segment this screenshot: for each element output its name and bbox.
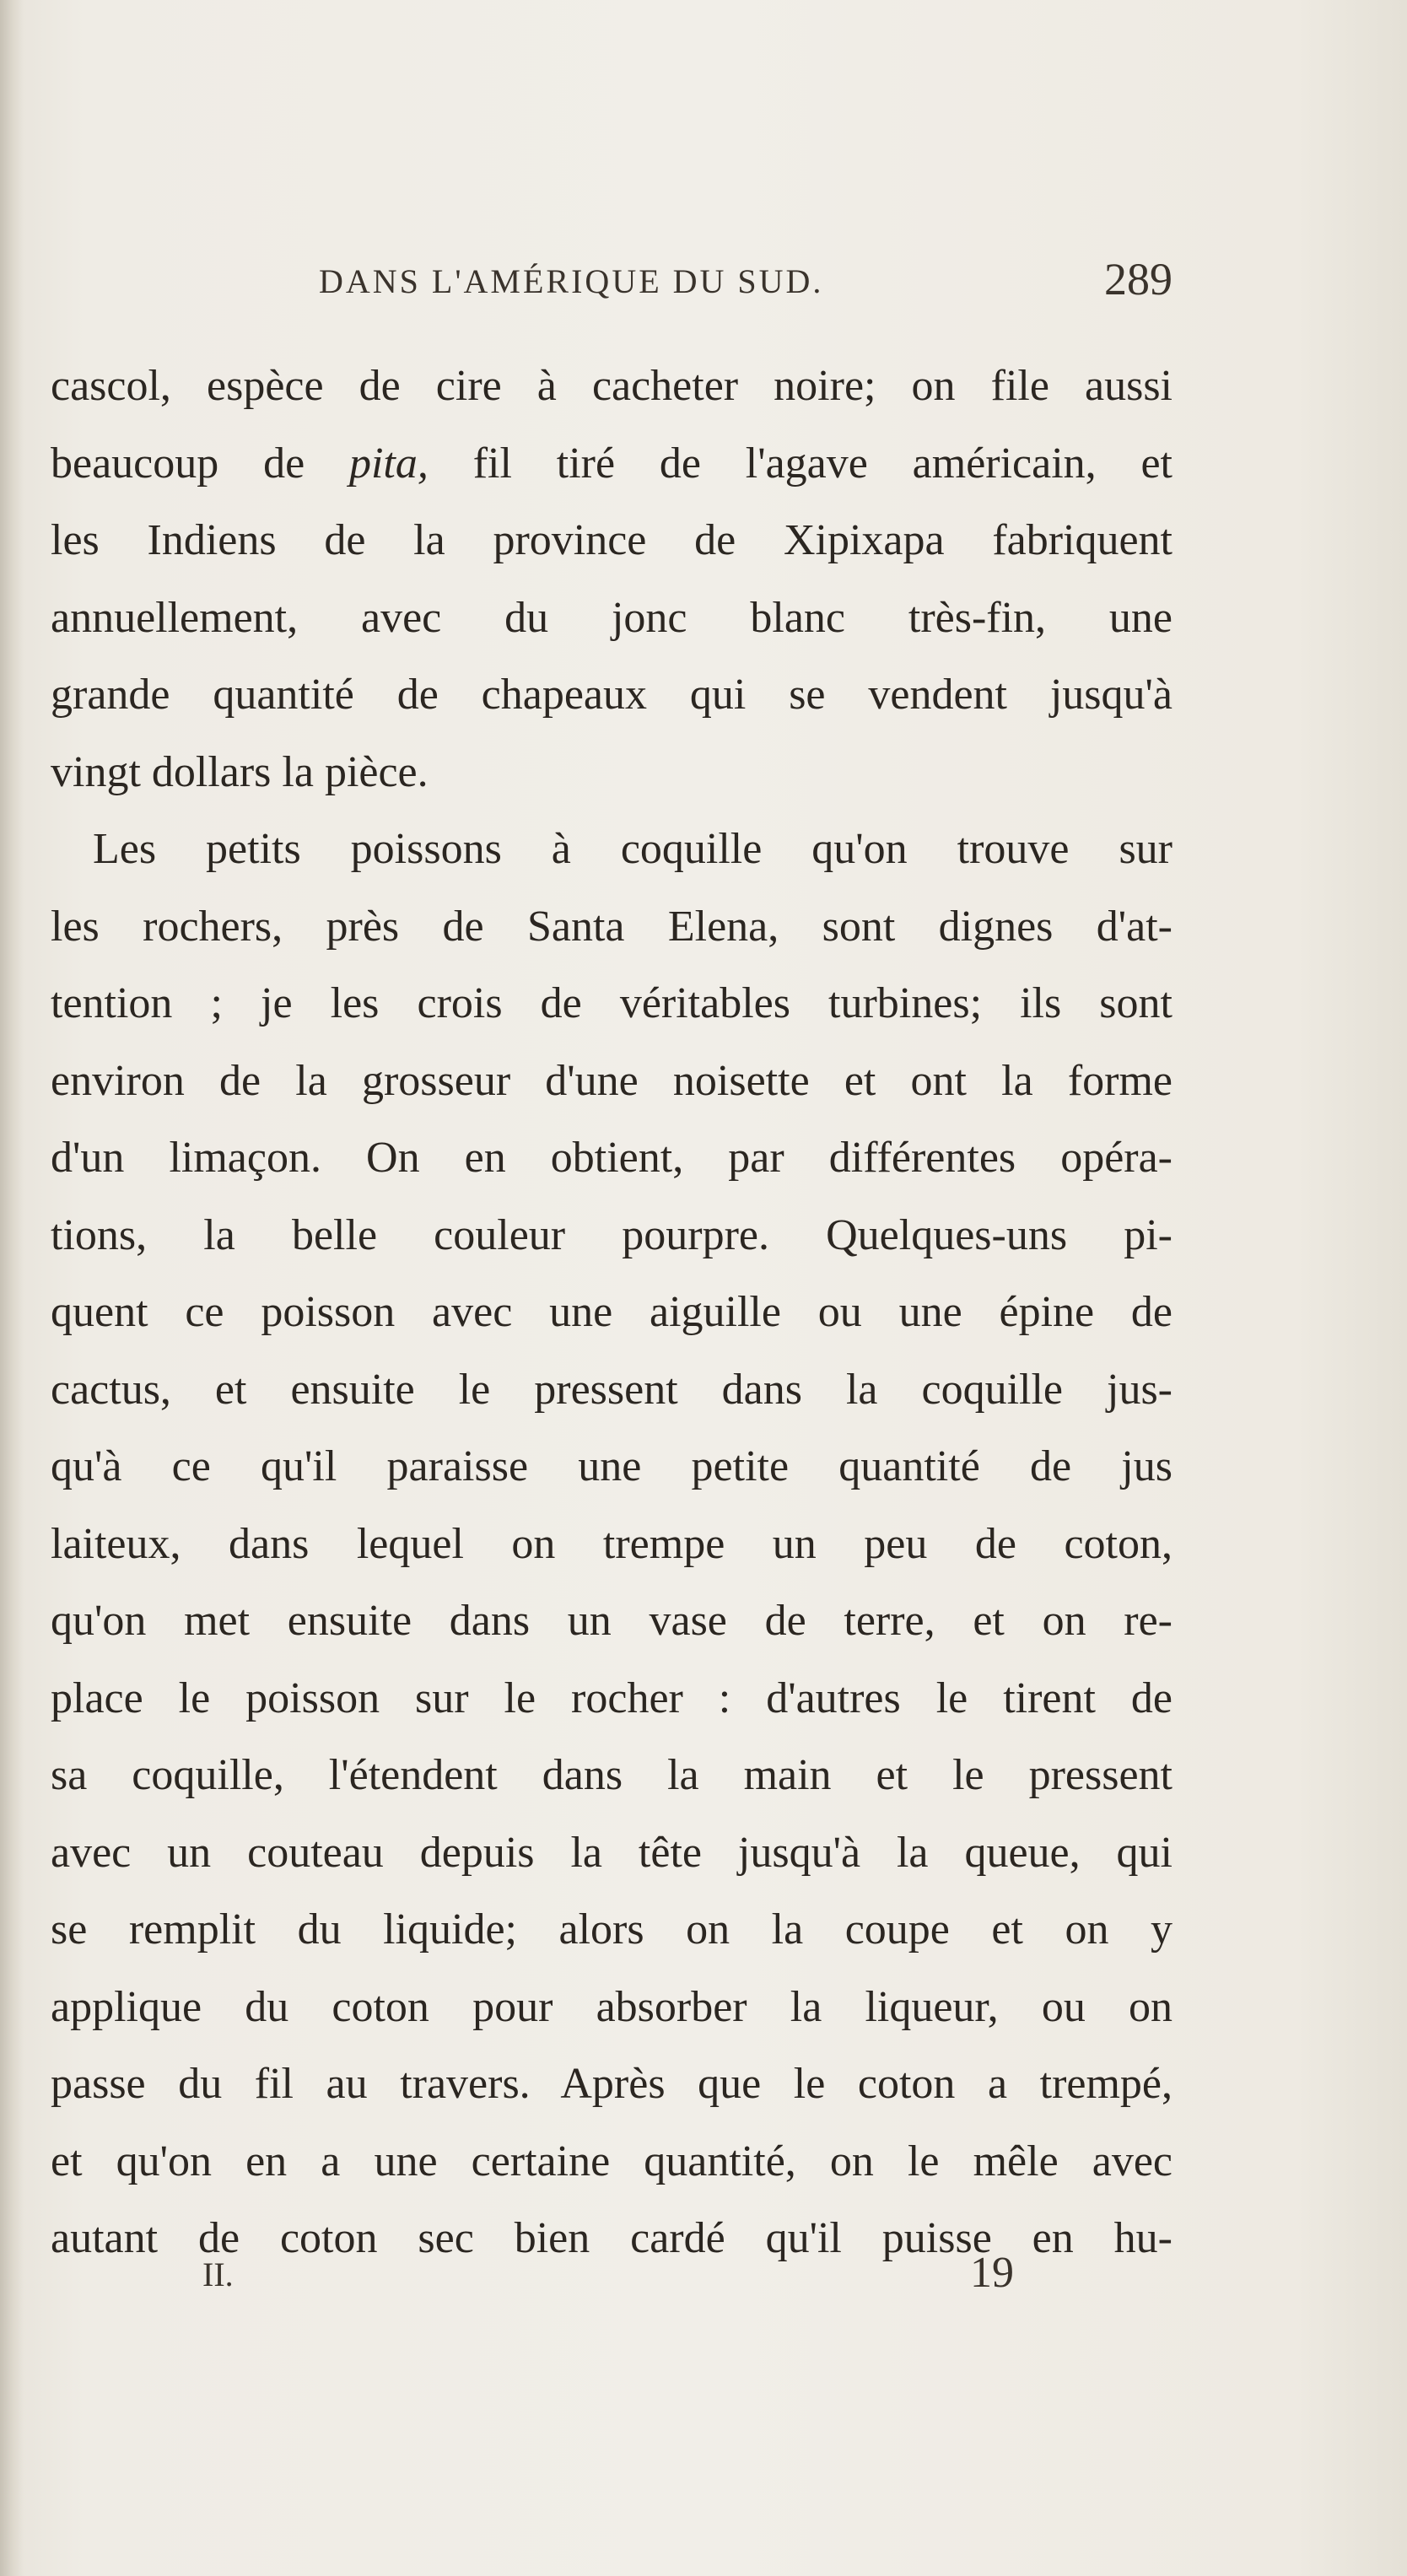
text-line: applique du coton pour absorber la liqueur, ou on: [51, 1982, 1172, 2031]
text-line: annuellement, avec du jonc blanc très-fin, une: [51, 593, 1172, 642]
paragraph-start-line: Les petits poissons à coquille qu'on trouve sur: [93, 825, 1172, 873]
text-line: grande quantité de chapeaux qui se vendent jusqu'à: [51, 671, 1172, 719]
text-line: les rochers, près de Santa Elena, sont dignes d'at-: [51, 902, 1172, 951]
text-line: cactus, et ensuite le pressent dans la coquille jus-: [51, 1365, 1172, 1414]
text-line: place le poisson sur le rocher : d'autres le tirent de: [51, 1673, 1172, 1722]
running-head: [51, 253, 1172, 321]
text-line: laiteux, dans lequel on trempe un peu de coton,: [51, 1519, 1172, 1568]
text-fragment: fil tiré de l'agave américain, et: [428, 439, 1172, 488]
folio-mark: 19: [970, 2249, 1014, 2297]
text-line: tention ; je les crois de véritables turbines; ils sont: [51, 979, 1172, 1027]
text-fragment: beaucoup de: [51, 439, 349, 488]
text-line: qu'à ce qu'il paraisse une petite quantité de jus: [51, 1442, 1172, 1490]
text-line: quent ce poisson avec une aiguille ou une épine de: [51, 1288, 1172, 1336]
italic-word: pita,: [348, 439, 429, 488]
text-line: qu'on met ensuite dans un vase de terre, et on re-: [51, 1597, 1172, 1645]
text-line: vingt dollars la pièce.: [51, 747, 429, 796]
text-line: tions, la belle couleur pourpre. Quelques-uns pi-: [51, 1210, 1172, 1259]
text-line: se remplit du liquide; alors on la coupe et on y: [51, 1905, 1172, 1954]
text-line: les Indiens de la province de Xipixapa fabriquent: [51, 516, 1172, 564]
page-number: 289: [1104, 254, 1172, 304]
page-footer: [51, 2248, 1172, 2307]
text-line: sa coquille, l'étendent dans la main et le pressent: [51, 1751, 1172, 1799]
signature-mark: II.: [202, 2255, 234, 2293]
running-title: DANS L'AMÉRIQUE DU SUD.: [319, 262, 824, 300]
text-line: [51, 425, 1172, 503]
text-line: d'un limaçon. On en obtient, par différentes opéra-: [51, 1134, 1172, 1182]
text-line: et qu'on en a une certaine quantité, on le mêle avec: [51, 2137, 1172, 2185]
body-text: [51, 348, 1172, 2277]
text-line: autant de coton sec bien cardé qu'il puisse en hu-: [51, 2214, 1172, 2262]
text-line: passe du fil au travers. Après que le coton a trempé,: [51, 2060, 1172, 2108]
text-line: avec un couteau depuis la tête jusqu'à la queue, qui: [51, 1828, 1172, 1877]
text-line: environ de la grosseur d'une noisette et ont la forme: [51, 1056, 1172, 1105]
text-line: cascol, espèce de cire à cacheter noire; on file aussi: [51, 362, 1172, 410]
